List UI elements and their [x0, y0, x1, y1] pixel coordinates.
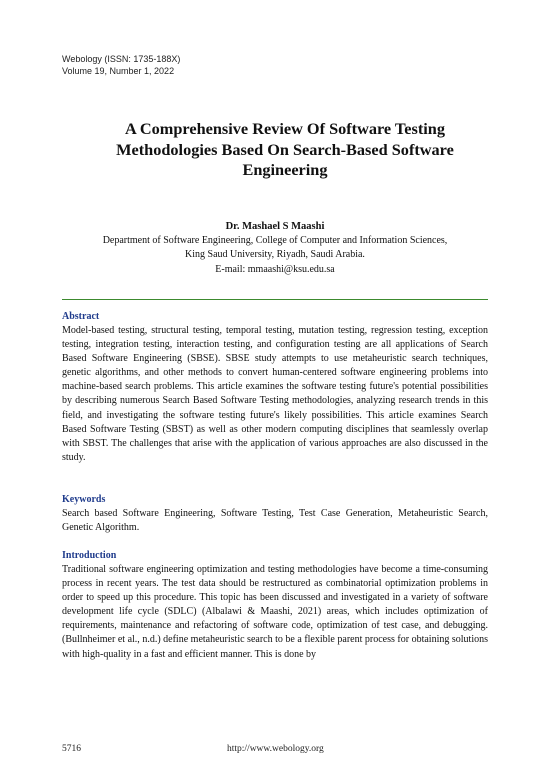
footer-url: http://www.webology.org — [227, 744, 324, 754]
keywords-text: Search based Software Engineering, Software Testing, Test Case Generation, Metaheuristic Search, Genetic Algorithm. — [62, 508, 488, 534]
author-name: Dr. Mashael S Maashi — [225, 221, 325, 232]
page-number: 5716 — [62, 744, 81, 754]
author-block — [62, 220, 488, 277]
journal-issn: Webology (ISSN: 1735-188X) — [62, 54, 181, 64]
introduction-heading: Introduction — [62, 550, 117, 561]
abstract-text: Model-based testing, structural testing, temporal testing, mutation testing, regression testing, exception testing, integration testing, interaction testing, and configuration testing are all applications of Search Based Software Engineering (SBSE). SBSE study attempts to use metaheuristic search techniques, genetic algorithms, and other methods to convert human-centered software engineering problems into machine-based search problems. This article examines the software testing future's potential possibilities by describing numerous Search Based Software Testing methodologies, analyzing research trends in this field, and investigating the software testing future's likely possibilities. This article examines Search Based Software Testing (SBST) as well as other modern computing disciplines that seamlessly overlap with SBST. The challenges that arise with the application of various approaches are also discussed in the study. — [62, 325, 488, 463]
keywords-heading: Keywords — [62, 494, 106, 505]
affiliation-line-2: King Saud University, Riyadh, Saudi Arabia. — [185, 249, 365, 261]
header-divider — [62, 299, 488, 300]
journal-volume: Volume 19, Number 1, 2022 — [62, 66, 175, 76]
introduction-text: Traditional software engineering optimization and testing methodologies have become a time-consuming process in recent years. The test data should be restructured as combinatorial optimization problems in order to speed up this procedure. This topic has been discussed and investigated in a variety of software development life cycle (SDLC) (Albalawi & Maashi, 2021) areas, which includes optimization of requirements, maintenance and refactoring of software code, optimization of test case, and debugging. (Bullnheimer et al., n.d.) define metaheuristic search to be a flexible parent process for obtaining solutions with high-quality in a fast and efficient manner. This is done by — [62, 564, 488, 660]
paper-title: A Comprehensive Review Of Software Testing Methodologies Based On Search-Based Software Engineering — [116, 119, 454, 179]
journal-info — [62, 53, 180, 77]
author-email: E-mail: mmaashi@ksu.edu.sa — [215, 263, 335, 275]
abstract-heading: Abstract — [62, 311, 100, 322]
affiliation-line-1: Department of Software Engineering, College of Computer and Information Sciences, — [102, 235, 448, 247]
